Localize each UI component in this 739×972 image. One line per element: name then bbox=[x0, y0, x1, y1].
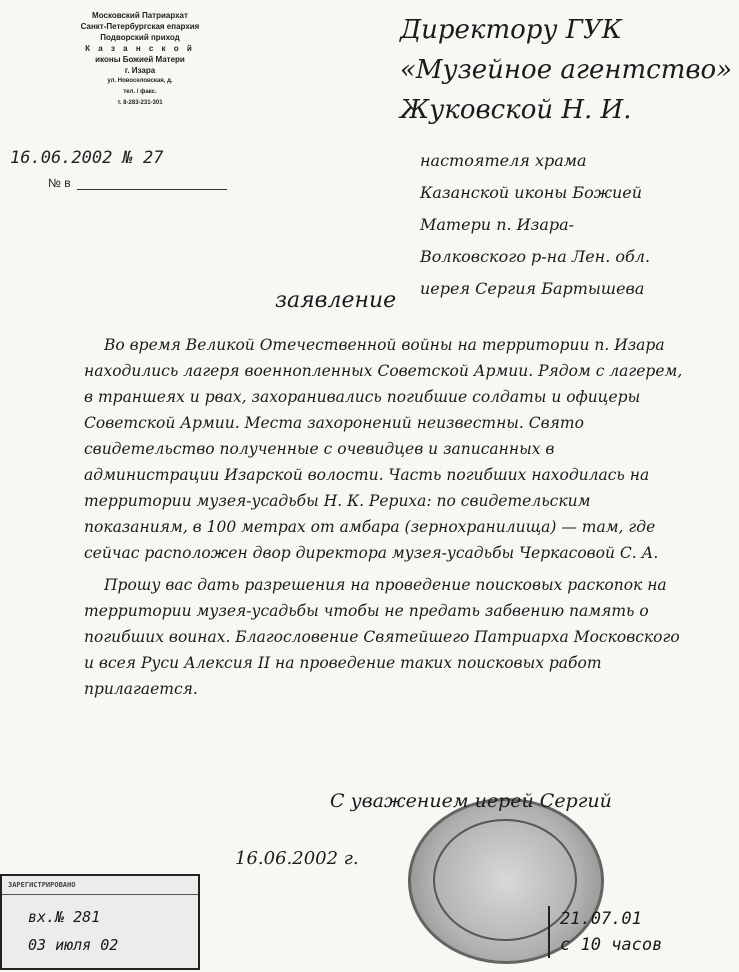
letterhead-line: К а з а н с к о й bbox=[85, 44, 195, 53]
number-underline bbox=[77, 189, 227, 190]
sender-line: иерея Сергия Бартышева bbox=[420, 279, 645, 298]
letterhead-line: ул. Новоселовская, д. bbox=[107, 78, 173, 84]
incoming-number: вх.№ 281 bbox=[28, 908, 101, 926]
margin-note-line: с 10 часов bbox=[560, 935, 663, 955]
margin-note-line: 21.07.01 bbox=[560, 909, 642, 929]
sender-line: Волковского р-на Лен. обл. bbox=[420, 247, 651, 266]
addressee-line: «Музейное агентство» bbox=[400, 55, 733, 85]
document-body bbox=[84, 332, 694, 708]
addressee-block bbox=[400, 10, 732, 130]
sender-line: настоятеля храма bbox=[420, 151, 587, 170]
margin-handwritten-note bbox=[548, 906, 662, 958]
addressee-line: Директору ГУК bbox=[400, 15, 622, 45]
number-label: № в bbox=[48, 176, 71, 190]
letterhead-line: Санкт-Петербургская епархия bbox=[80, 22, 200, 31]
outgoing-reg-date-number: 16.06.2002 № 27 bbox=[10, 148, 164, 168]
sender-block bbox=[420, 145, 730, 305]
closing-signature: С уважением иерей Сергий bbox=[330, 790, 612, 812]
signature-date: 16.06.2002 г. bbox=[235, 848, 359, 869]
incoming-date: 03 июля 02 bbox=[28, 936, 119, 954]
incoming-stamp-header: ЗАРЕГИСТРИРОВАНО bbox=[2, 876, 198, 895]
letterhead-line: тел. / факс. bbox=[123, 89, 157, 95]
letterhead-line: Подворский приход bbox=[100, 33, 180, 42]
document-title: заявление bbox=[275, 288, 397, 313]
body-paragraph: Прошу вас дать разрешения на проведение поисковых раскопок на территории музея-усадьбы чтобы не предать забвению память о погибших воинах. Благословение Святейшего Патриарха Московского и всея Руси Алексия II на проведение таких поисковых работ прилагается. bbox=[84, 576, 680, 698]
letterhead-line: Московский Патриархат bbox=[92, 11, 188, 20]
addressee-line: Жуковской Н. И. bbox=[400, 95, 632, 125]
letterhead-line: т. 8-283-231-301 bbox=[117, 100, 163, 106]
letterhead-line: иконы Божией Матери bbox=[95, 55, 185, 64]
outgoing-number-field bbox=[48, 176, 227, 190]
incoming-registration-stamp bbox=[0, 874, 200, 970]
parish-letterhead-stamp bbox=[40, 10, 240, 109]
sender-line: Матери п. Изара- bbox=[420, 215, 575, 234]
body-paragraph: Во время Великой Отечественной войны на территории п. Изара находились лагеря военнопленных Советской Армии. Рядом с лагерем, в траншеях и рвах, захоранивались погибшие солдаты и офицеры Советской Армии. Места захоронений неизвестны. Свято свидетельство полученные с очевидцев и записанных в администрации Изарской волости. Часть погибших находилась на территории музея-усадьбы Н. К. Рериха: по свидетельским показаниям, в 100 метрах от амбара (зернохранилища) — там, где сейчас расположен двор директора музея-усадьбы Черкасовой С. А. bbox=[84, 336, 683, 562]
sender-line: Казанской иконы Божией bbox=[420, 183, 643, 202]
letterhead-line: г. Изара bbox=[124, 66, 156, 75]
